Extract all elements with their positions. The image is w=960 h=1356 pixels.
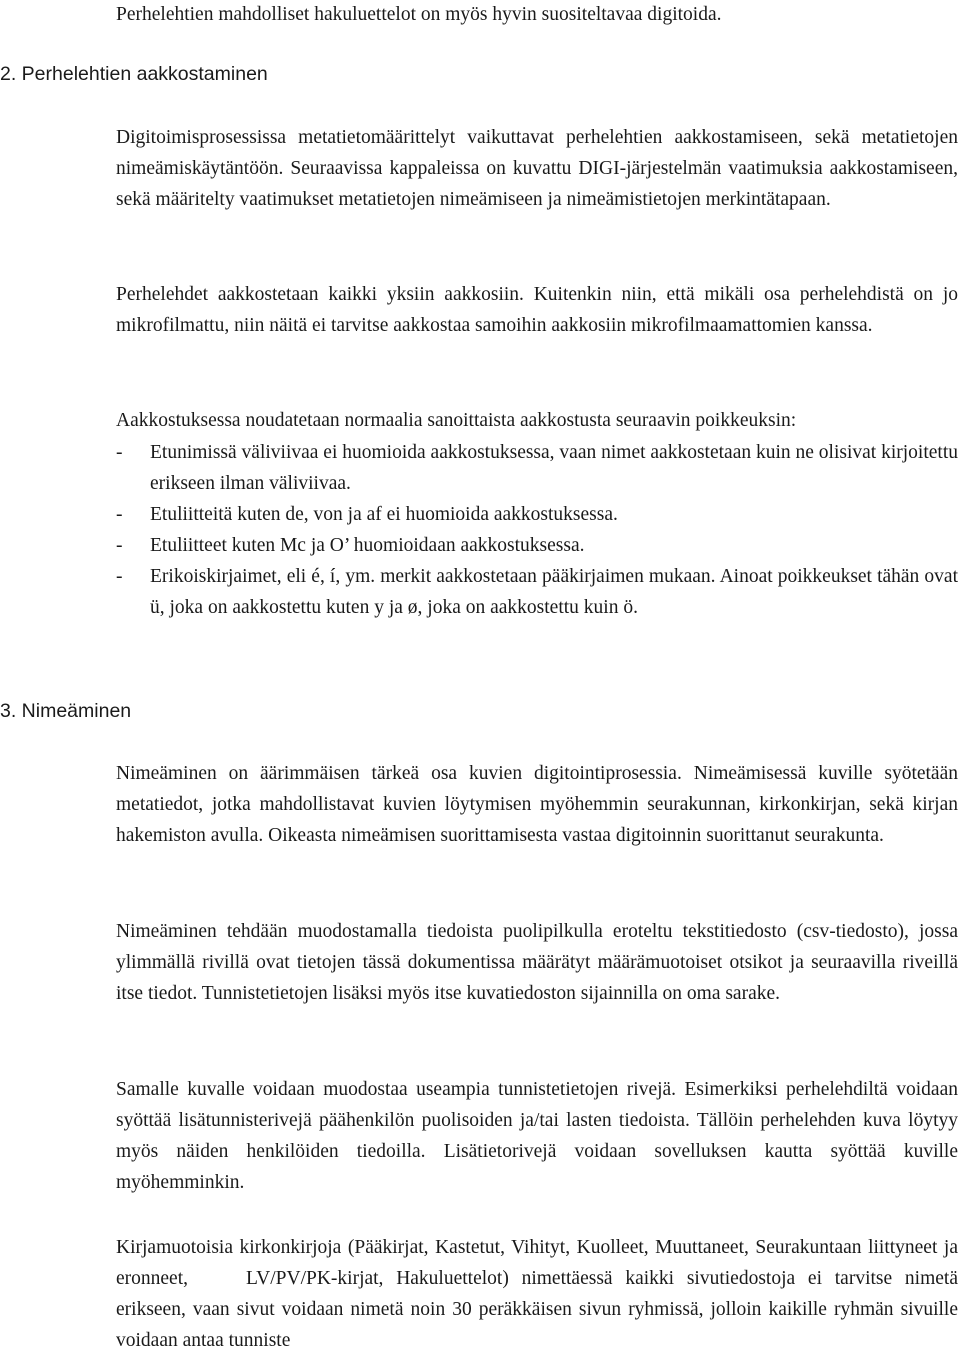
exceptions-list [116,437,958,623]
list-item [116,561,958,623]
paragraph-4-start: Kirjamuotoisia kirkonkirjoja (Pääkirjat, Kastetut, Vihityt, Kuolleet, Muuttaneet, Seurakuntaan liittyneet ja eronneet, [116,1237,958,1289]
list-item-text: Etuliitteitä kuten de, von ja af ei huomioida aakkostuksessa. [150,504,618,525]
section-2-heading: 2. Perhelehtien aakkostaminen [0,63,268,85]
list-item-text: Etuliitteet kuten Mc ja O’ huomioidaan aakkostuksessa. [150,535,585,556]
list-dash: - [116,504,123,525]
intro-paragraph: Perhelehtien mahdolliset hakuluettelot on myös hyvin suositeltavaa digitoida. [116,4,722,25]
section-3-paragraph-1: Nimeäminen on äärimmäisen tärkeä osa kuvien digitointiprosessia. Nimeämisessä kuville syötetään metatiedot, jotka mahdollistavat kuvien löytymisen myöhemmin seurakunnan, kirkonkirjan, sekä kirjan hakemiston avulla. Oikeasta nimeämisen suorittamisesta vastaa digitoinnin suorittanut seurakunta. [116,763,958,846]
list-item-text: Erikoiskirjaimet, eli é, í, ym. merkit aakkostetaan pääkirjaimen mukaan. Ainoat poikkeukset tähän ovat ü, joka on aakkostettu kuten y ja ø, joka on aakkostettu kuin ö. [150,566,958,618]
section-3-paragraph-2: Nimeäminen tehdään muodostamalla tiedoista puolipilkulla eroteltu tekstitiedosto (csv-tiedosto), jossa ylimmällä rivillä ovat tietojen tässä dokumentissa määrätyt määrämuotoiset otsikot ja seuraavilla riveillä itse tiedot. Tunnistetietojen lisäksi myös itse kuvatiedoston sijainnilla on oma sarake. [116,921,958,1004]
paragraph-4-mid: LV/PV/PK-kirjat, Hakuluettelot) [246,1268,509,1289]
list-item [116,437,958,499]
section-3-paragraph-3: Samalle kuvalle voidaan muodostaa useampia tunnistetietojen rivejä. Esimerkiksi perhelehdiltä voidaan syöttää lisätunnisterivejä päähenkilön puolisoiden ja/tai lasten tiedoista. Tällöin perhelehden kuva löytyy myös näiden henkilöiden tiedoilla. Lisätietorivejä voidaan sovelluksen kautta syöttää kuville myöhemminkin. [116,1079,958,1193]
paragraph-4-end: nimettäessä kaikki sivutiedostoja ei tarvitse nimetä erikseen, vaan sivut voidaan nimetä noin 30 peräkkäisen sivun ryhmissä, jolloin kaikille ryhmän sivuille voidaan antaa tunniste [116,1268,958,1351]
list-item [116,530,958,561]
section-3-heading: 3. Nimeäminen [0,700,132,722]
section-3-paragraph-4 [116,1232,958,1356]
list-item-text: Etunimissä väliviivaa ei huomioida aakkostuksessa, vaan nimet aakkostetaan kuin ne olisivat kirjoitettu erikseen ilman väliviivaa. [150,442,958,494]
section-2-paragraph-2: Perhelehdet aakkostetaan kaikki yksiin aakkosiin. Kuitenkin niin, että mikäli osa perhelehdistä on jo mikrofilmattu, niin näitä ei tarvitse aakkostaa samoihin aakkosiin mikrofilmaamattomien kanssa. [116,284,958,336]
list-dash: - [116,566,123,587]
section-2-paragraph-1: Digitoimisprosessissa metatietomäärittelyt vaikuttavat perhelehtien aakkostamiseen, sekä metatietojen nimeämiskäytäntöön. Seuraavissa kappaleissa on kuvattu DIGI-järjestelmän vaatimuksia aakkostamiseen, sekä määritelty vaatimukset metatietojen nimeämiseen ja nimeämistietojen merkintätapaan. [116,127,958,210]
section-2-paragraph-3: Aakkostuksessa noudatetaan normaalia sanoittaista aakkostusta seuraavin poikkeuksin: [116,410,797,431]
list-item [116,499,958,530]
list-dash: - [116,442,123,463]
list-dash: - [116,535,123,556]
